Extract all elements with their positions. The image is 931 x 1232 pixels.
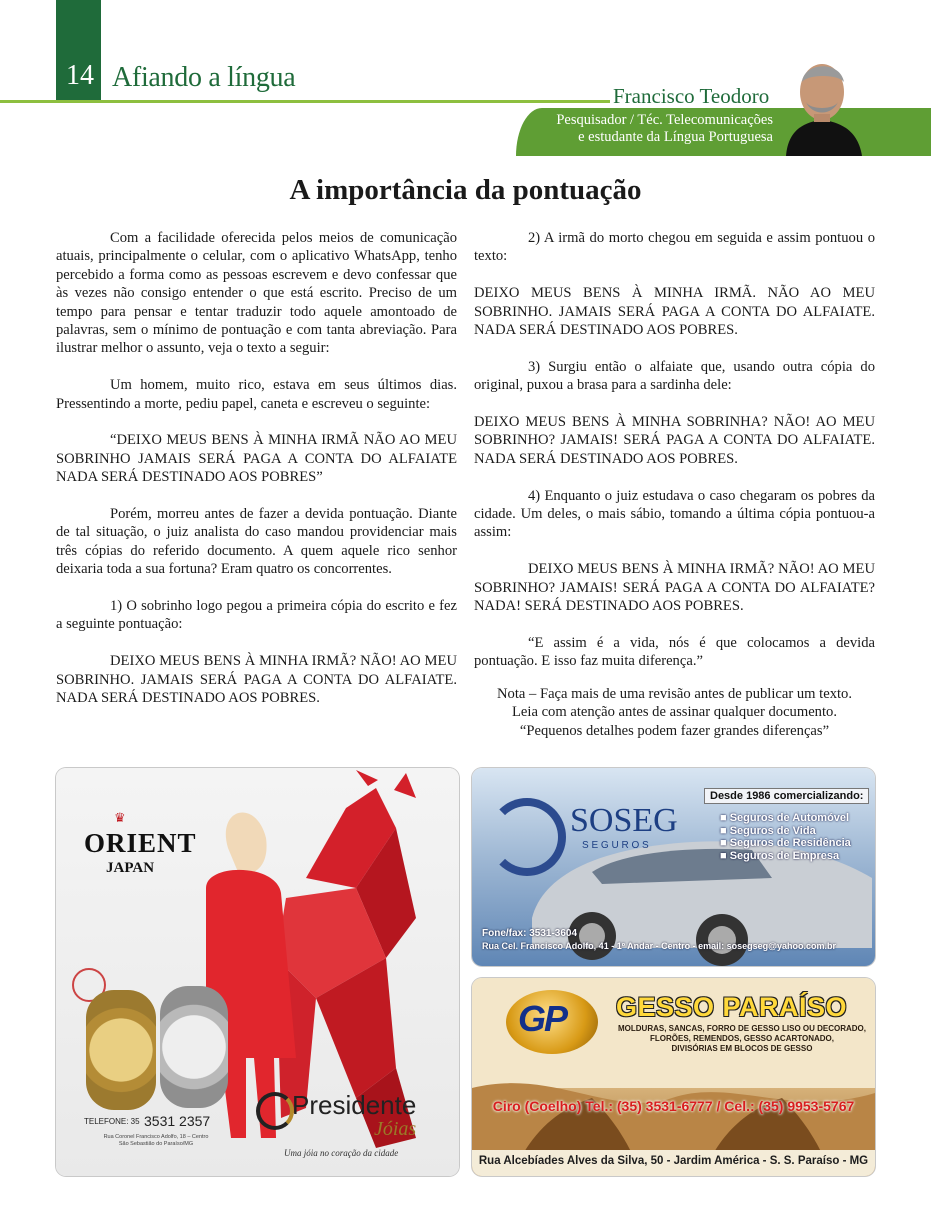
author-name: Francisco Teodoro [613,84,770,108]
list-item: ■ Seguros de Vida [720,824,816,837]
orient-crest-icon: ♛ [114,810,126,825]
article-right-column [474,229,875,740]
paragraph: “E assim é a vida, nós é que colocamos a devida pontuação. E isso faz muita diferença.” [474,634,875,670]
soseg-sub: S E G U R O S [582,840,649,851]
ad-gesso-paraiso[interactable] [472,978,875,1176]
list-item: ■ Seguros de Empresa [720,849,840,862]
soseg-logo-icon [488,798,566,876]
ad-soseg[interactable] [472,768,875,966]
phone-label: TELEFONE: 35 [84,1117,140,1126]
paragraph: DEIXO MEUS BENS À MINHA IRMÃ? NÃO! AO MEU SOBRINHO. JAMAIS SERÁ PAGA A CONTA DO ALFAIATE. NADA SERÁ DESTINADO AOS POBRES. [56,653,457,707]
paragraph: 3) Surgiu então o alfaiate que, usando outra cópia do original, puxou a brasa para a sardinha dele: [474,358,875,394]
list-item: ■ Seguros de Residência [720,837,851,849]
silver-watch-icon [160,986,228,1108]
ad-orient-presidente[interactable] [56,768,459,1176]
paragraph: DEIXO MEUS BENS À MINHA SOBRINHA? NÃO! AO MEU SOBRINHO? JAMAIS! SERÁ PAGA A CONTA DO ALFAIATE. NADA SERÁ DESTINADO AOS POBRES. [474,414,875,467]
paragraph: 4) Enquanto o juiz estudava o caso chegaram os pobres da cidade. Um deles, o mais sábio, tomando a última cópia pontuou-a assim: [474,487,875,541]
article-title: A importância da pontuação [289,174,642,206]
orient-country: JAPAN [106,860,155,876]
gesso-services-line-1: MOLDURAS, SANCAS, FORRO DE GESSO LISO OU DECORADO, [617,1024,866,1033]
store-address [96,1134,216,1148]
gesso-address: Rua Alcebíades Alves da Silva, 50 - Jardim América - S. S. Paraíso - MG [478,1155,869,1167]
paragraph: DEIXO MEUS BENS À MINHA IRMÃ? NÃO! AO MEU SOBRINHO? JAMAIS! SERÁ PAGA A CONTA DO ALFAIATE? NADA! SERÁ DESTINADO AOS POBRES. [474,561,875,615]
gesso-brand: GESSO PARAÍSO [616,992,848,1022]
paragraph: 2) A irmã do morto chegou em seguida e assim pontuou o texto: [474,230,875,265]
gp-logo-text: GP [518,998,567,1039]
article-left-column [56,229,457,726]
store-address-line-2: São Sebastião do Paraíso/MG [118,1141,194,1147]
paragraph: Um homem, muito rico, estava em seus últimos dias. Pressentindo a morte, pediu papel, caneta e escreveu o seguinte: [56,377,457,412]
soseg-service: Seguros de Empresa [729,849,840,862]
soseg-since: Desde 1986 comercializando: [704,788,869,804]
store-address-line-1: Rua Coronel Francisco Adolfo, 18 – Centro [103,1134,209,1140]
presidente-joias: Jóias [374,1118,417,1140]
author-portrait [778,48,866,156]
note-line-1: Nota – Faça mais de uma revisão antes de publicar um texto. [496,686,852,703]
gesso-contact[interactable]: Ciro (Coelho) Tel.: (35) 3531-6777 / Cel.: (35) 9953-5767 [492,1098,855,1114]
author-role-line-2: e estudante da Língua Portuguesa [578,129,773,145]
gesso-services [610,1024,874,1054]
paragraph: DEIXO MEUS BENS À MINHA IRMÃ. NÃO AO MEU SOBRINHO. JAMAIS SERÁ PAGA A CONTA DO ALFAIATE. NADA SERÁ DESTINADO AOS POBRES. [474,285,875,339]
soseg-service: Seguros de Automóvel [729,812,850,824]
author-role [556,112,773,146]
page-number: 14 [66,60,94,91]
gold-watch-icon [86,990,156,1110]
phone-number[interactable]: 3531 2357 [144,1113,211,1129]
soseg-service: Seguros de Residência [729,837,851,849]
paragraph: Com a facilidade oferecida pelos meios de comunicação atuais, principalmente o celular, com o aplicativo WhatsApp, tenho percebido a forma como as pessoas escrevem e devo confessar que às vezes não consigo entender o que está escrito. Preciso de um tempo para pensar e tentar traduzir todo aquele amontoado de palavras, sem o mínimo de pontuação e com tanta abreviação. Para ilustrar melhor o assunto, veja o texto a seguir: [56,230,457,357]
paragraph: Porém, morreu antes de fazer a devida pontuação. Diante de tal situação, o juiz analista do caso mandou providenciar mais três cópias do referido documento. A quem aquele rico senhor deixaria toda a sua fortuna? Eram quatro os concorrentes. [56,506,457,578]
closing-note [474,685,875,740]
soseg-address: Rua Cel. Francisco Adolfo, 41 - 1º Andar - Centro - email: sosegseg@yahoo.com.br [482,941,836,951]
presidente-tagline: Uma jóia no coração da cidade [284,1148,399,1158]
list-item: ■ Seguros de Automóvel [720,812,850,824]
presidente-name: Presidente [292,1090,417,1120]
gesso-services-line-2: FLORÕES, REMENDOS, GESSO ACARTONADO, [649,1034,834,1043]
note-line-3: “Pequenos detalhes podem fazer grandes diferenças” [519,722,830,739]
soseg-services-list [720,812,851,862]
presidente-logo-icon [256,1092,294,1130]
orient-brand: ORIENT [84,828,197,858]
paragraph: “DEIXO MEUS BENS À MINHA IRMÃ NÃO AO MEU SOBRINHO JAMAIS SERÁ PAGA A CONTA DO ALFAIATE NADA SERÁ DESTINADO AOS POBRES” [56,432,457,486]
section-title: Afiando a língua [112,62,296,93]
author-role-line-1: Pesquisador / Téc. Telecomunicações [556,112,773,128]
note-line-2: Leia com atenção antes de assinar qualquer documento. [512,704,837,721]
gesso-services-line-3: DIVISÓRIAS EM BLOCOS DE GESSO [671,1044,813,1053]
soseg-phone[interactable]: Fone/fax: 3531-3604 [482,928,578,939]
paragraph: 1) O sobrinho logo pegou a primeira cópia do escrito e fez a seguinte pontuação: [56,598,457,633]
soseg-service: Seguros de Vida [729,824,816,837]
header-rule [0,100,610,103]
soseg-brand: SOSEG [570,802,678,839]
